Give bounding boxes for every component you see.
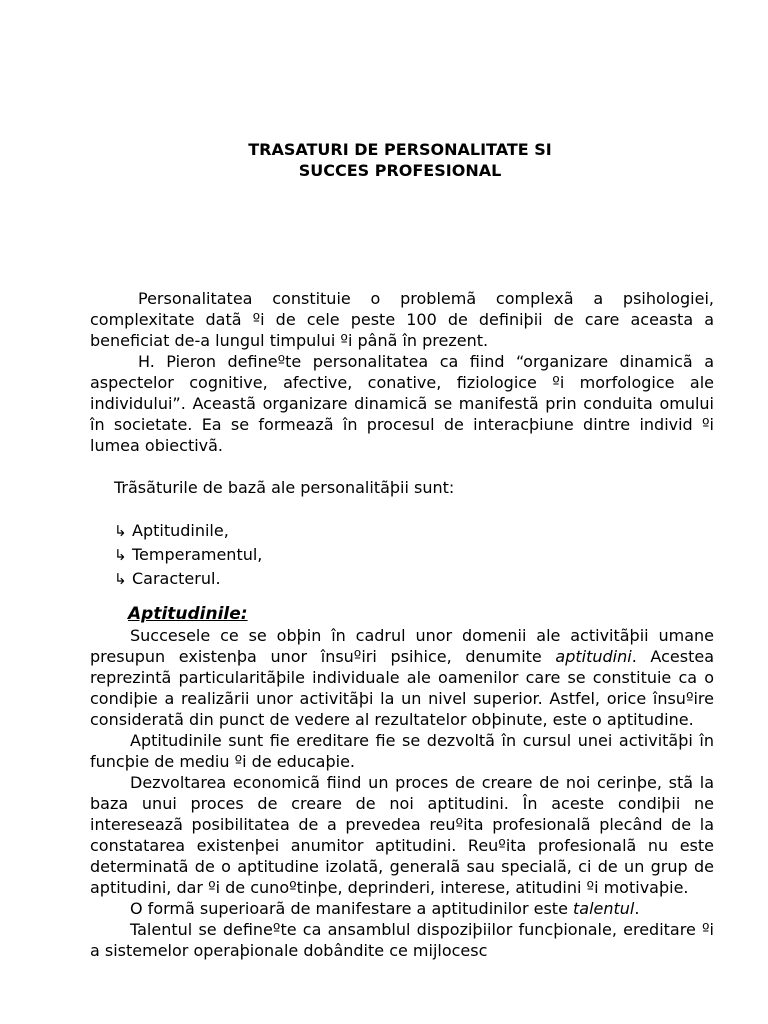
hooked-arrow-icon: ↳	[114, 546, 127, 564]
hooked-arrow-icon: ↳	[114, 522, 127, 540]
section-paragraph-2: Aptitudinile sunt fie ereditare fie se dezvoltã în cursul unei activitãþi în funcþie de mediu ºi de educaþie.	[90, 731, 714, 771]
trait-label: Caracterul.	[132, 569, 221, 588]
trait-label: Temperamentul,	[132, 545, 263, 564]
section-paragraph-4: O formã superioarã de manifestare a aptitudinilor este talentul.	[130, 899, 640, 918]
section-paragraph-3: Dezvoltarea economicã fiind un proces de creare de noi cerinþe, stã la baza unui proces de creare de noi aptitudini. În aceste condiþii ne intereseazã posibilitatea de a prevedea reuºita profesionalã plecând de la constatarea existenþei anumitor aptitudini. Reuºita profesionalã nu este determinatã de o aptitudine izolatã, generalã sau specialã, ci de un grup de aptitudini, dar ºi de cunoºtinþe, deprinderi, interese, atitudini ºi motivaþie.	[90, 773, 714, 897]
document-title-line-2: SUCCES PROFESIONAL	[298, 161, 502, 180]
traits-list	[90, 519, 714, 591]
intro-paragraph-1: Personalitatea constituie o problemã complexã a psihologiei, complexitate datã ºi de cele peste 100 de definiþii de care aceasta a beneficiat de-a lungul timpului ºi pânã în prezent.	[90, 289, 714, 350]
emphasis-term: talentul	[573, 899, 635, 918]
document-title-line-1: TRASATURI DE PERSONALITATE SI	[248, 140, 552, 159]
section-heading: Aptitudinile:	[128, 604, 248, 624]
document-body	[90, 288, 714, 961]
trait-label: Aptitudinile,	[132, 521, 229, 540]
hooked-arrow-icon: ↳	[114, 570, 127, 588]
traits-intro: Trãsãturile de bazã ale personalitãþii sunt:	[114, 478, 455, 497]
intro-paragraph-2: H. Pieron defineºte personalitatea ca fiind “organizare dinamicã a aspectelor cognitive, afective, conative, fiziologice ºi morfologice ale individului”. Aceastã organizare dinamicã se manifestã prin conduita omului în societate. Ea se formeazã în procesul de interacþiune dintre individ ºi lumea obiectivã.	[90, 352, 714, 455]
list-item	[114, 567, 714, 591]
emphasis-term: aptitudini	[555, 647, 632, 666]
section-paragraph-5: Talentul se defineºte ca ansamblul dispoziþiilor funcþionale, ereditare ºi a sistemelor operaþionale dobândite ce mijlocesc	[90, 920, 714, 960]
list-item	[114, 543, 714, 567]
list-item	[114, 519, 714, 543]
section-paragraph-1: Succesele ce se obþin în cadrul unor domenii ale activitãþii umane presupun existenþa unor însuºiri psihice, denumite aptitudini. Acestea reprezintã particularitãþile individuale ale oamenilor care se constituie ca o condiþie a realizãrii unor activitãþi la un nivel superior. Astfel, orice însuºire consideratã din punct de vedere al rezultatelor obþinute, este o aptitudine.	[90, 626, 714, 729]
